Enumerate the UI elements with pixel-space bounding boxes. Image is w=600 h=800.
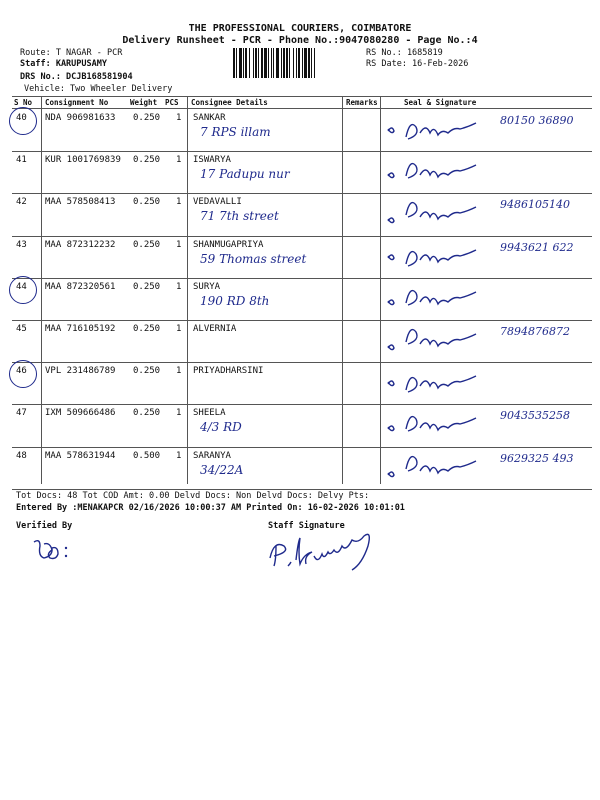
row-pcs: 1: [176, 113, 182, 123]
row-weight: 0.250: [133, 324, 161, 334]
row-pcs: 1: [176, 324, 182, 334]
row-consignee-name: SHANMUGAPRIYA: [193, 239, 264, 250]
row-consignee-name: SARANYA: [193, 450, 231, 461]
row-delivery-signature: [386, 408, 496, 442]
row-separator: [12, 278, 592, 279]
row-consignee-name: PRIYADHARSINI: [193, 366, 264, 377]
col-sno: S No: [14, 98, 33, 107]
row-sno: 42: [16, 197, 27, 208]
row-consignment-no: KUR 1001769839: [45, 155, 121, 166]
rs-number: RS No.: 1685819: [366, 48, 443, 58]
row-sno: 40: [16, 113, 27, 123]
col-weight: Weight: [130, 98, 158, 107]
row-delivery-signature: [386, 366, 496, 400]
col-pcs: PCS: [165, 98, 179, 107]
row-consignment-no: MAA 716105192: [45, 324, 116, 334]
row-handwritten-phone: 9629325 493: [500, 451, 574, 465]
col-consignee: Consignee Details: [191, 98, 268, 107]
row-handwritten-phone: 7894876872: [500, 325, 570, 338]
row-sno: 47: [16, 408, 27, 419]
col-seal-signature: Seal & Signature: [404, 98, 477, 107]
route-label: Route: T NAGAR - PCR: [20, 48, 123, 58]
barcode-image: [233, 48, 361, 78]
verified-by-label: Verified By: [16, 521, 73, 531]
row-delivery-signature: [386, 282, 496, 316]
row-delivery-signature: [386, 240, 496, 274]
row-consignment-no: NDA 906981633: [45, 113, 116, 123]
row-sno: 48: [16, 450, 27, 461]
row-weight: 0.250: [133, 239, 161, 250]
row-weight: 0.250: [133, 155, 161, 166]
row-handwritten-address: 59 Thomas street: [200, 251, 307, 266]
row-consignment-no: MAA 578631944: [45, 450, 116, 461]
row-separator: [12, 489, 592, 490]
circled-sno-mark: [9, 360, 37, 388]
row-sno: 44: [16, 281, 27, 292]
row-handwritten-address: 17 Padupu nur: [200, 167, 290, 182]
company-title: THE PROFESSIONAL COURIERS, COIMBATORE: [188, 23, 412, 34]
row-consignee-name: SHEELA: [193, 408, 226, 419]
row-pcs: 1: [176, 239, 182, 250]
row-weight: 0.250: [133, 197, 161, 208]
table-header-border: [12, 108, 592, 109]
row-delivery-signature: [386, 324, 496, 358]
row-sno: 43: [16, 239, 27, 250]
staff-signature: [262, 530, 412, 580]
row-weight: 0.500: [133, 450, 161, 461]
row-handwritten-address: 7 RPS illam: [200, 125, 271, 139]
row-consignee-name: ALVERNIA: [193, 324, 237, 334]
row-weight: 0.250: [133, 408, 161, 419]
entered-by-line: Entered By :MENAKAPCR 02/16/2026 10:00:37 AM Printed On: 16-02-2026 10:01:01: [16, 503, 405, 513]
staff-label: Staff: KARUPUSAMY: [20, 59, 107, 69]
row-separator: [12, 151, 592, 152]
row-separator: [12, 404, 592, 405]
row-separator: [12, 236, 592, 237]
row-separator: [12, 362, 592, 363]
row-weight: 0.250: [133, 113, 161, 123]
col-divider: [342, 97, 343, 484]
row-consignment-no: VPL 231486789: [45, 366, 116, 377]
row-pcs: 1: [176, 155, 182, 166]
runsheet-subtitle: Delivery Runsheet - PCR - Phone No.:9047080280 - Page No.:4: [122, 35, 478, 46]
row-delivery-signature: [386, 113, 496, 147]
row-consignee-name: SURYA: [193, 281, 221, 292]
row-pcs: 1: [176, 366, 182, 377]
col-divider: [41, 97, 42, 484]
row-delivery-signature: [386, 451, 496, 485]
verified-signature: [28, 536, 88, 566]
row-delivery-signature: [386, 197, 496, 231]
row-delivery-signature: [386, 155, 496, 189]
circled-sno-mark: [9, 107, 37, 135]
row-consignment-no: MAA 578508413: [45, 197, 116, 208]
row-handwritten-address: 34/22A: [200, 462, 244, 477]
circled-sno-mark: [9, 276, 37, 304]
row-handwritten-phone: 9486105140: [500, 198, 570, 212]
row-consignee-name: SANKAR: [193, 113, 226, 123]
drs-number: DRS No.: DCJB168581904: [20, 72, 133, 82]
vehicle-label: Vehicle: Two Wheeler Delivery: [24, 84, 173, 94]
col-remarks: Remarks: [346, 98, 378, 107]
row-pcs: 1: [176, 281, 182, 292]
rs-date: RS Date: 16-Feb-2026: [366, 59, 469, 69]
row-sno: 41: [16, 155, 27, 166]
row-handwritten-address: 4/3 RD: [200, 420, 242, 435]
col-divider: [380, 97, 381, 484]
row-pcs: 1: [176, 408, 182, 419]
row-consignee-name: VEDAVALLI: [193, 197, 242, 208]
row-handwritten-phone: 9043535258: [500, 409, 570, 423]
table-top-border: [12, 96, 592, 97]
row-pcs: 1: [176, 197, 182, 208]
row-separator: [12, 193, 592, 194]
row-consignment-no: IXM 509666486: [45, 408, 116, 419]
col-consignment: Consignment No: [45, 98, 109, 107]
row-pcs: 1: [176, 450, 182, 461]
row-sno: 45: [16, 324, 27, 334]
row-weight: 0.250: [133, 366, 161, 377]
staff-signature-label: Staff Signature: [268, 521, 345, 531]
row-handwritten-phone: 80150 36890: [500, 114, 574, 127]
col-divider: [187, 97, 188, 484]
row-consignment-no: MAA 872312232: [45, 239, 116, 250]
row-weight: 0.250: [133, 281, 161, 292]
row-separator: [12, 320, 592, 321]
row-consignee-name: ISWARYA: [193, 155, 231, 166]
totals-line: Tot Docs: 48 Tot COD Amt: 0.00 Delvd Docs: Non Delvd Docs: Delvy Pts:: [16, 491, 370, 501]
row-handwritten-address: 71 7th street: [200, 209, 279, 224]
row-handwritten-phone: 9943621 622: [500, 240, 574, 254]
row-sno: 46: [16, 366, 27, 377]
row-consignment-no: MAA 872320561: [45, 281, 116, 292]
row-handwritten-address: 190 RD 8th: [200, 293, 270, 308]
row-separator: [12, 447, 592, 448]
